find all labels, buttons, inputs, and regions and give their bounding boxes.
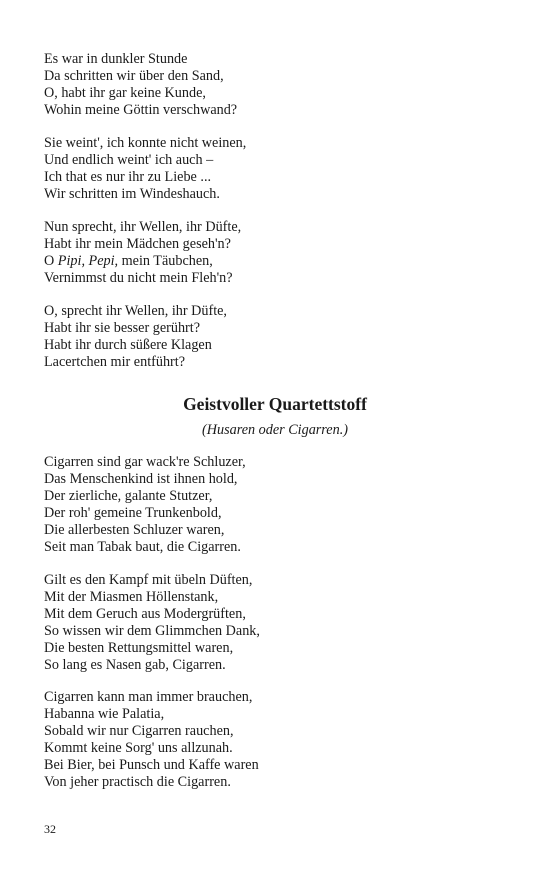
poem2-stanza-2	[44, 572, 514, 673]
verse-line: Die besten Rettungsmittel waren,	[44, 639, 234, 656]
verse-line	[44, 253, 514, 270]
poem-title: Geistvoller Quartettstoff	[183, 394, 367, 414]
poem1-stanza-3	[44, 219, 514, 287]
verse-line: Mit der Miasmen Höllenstank,	[44, 588, 219, 605]
verse-line: So lang es Nasen gab, Cigarren.	[44, 656, 226, 673]
verse-line: Nun sprecht, ihr Wellen, ihr Düfte,	[44, 219, 242, 235]
verse-line: Wohin meine Göttin verschwand?	[44, 101, 238, 118]
verse-line: Bei Bier, bei Punsch und Kaffe waren	[44, 756, 259, 773]
verse-line-italic-names: Pipi, Pepi,	[57, 252, 119, 269]
poem-subtitle: (Husaren oder Cigarren.)	[202, 422, 348, 438]
verse-line: O, sprecht ihr Wellen, ihr Düfte,	[44, 303, 227, 319]
verse-line: Es war in dunkler Stunde	[44, 51, 188, 67]
poem2-stanza-1	[44, 454, 514, 555]
poem1-stanza-1	[44, 51, 514, 119]
verse-line: Seit man Tabak baut, die Cigarren.	[44, 538, 241, 555]
verse-line: Von jeher practisch die Cigarren.	[44, 773, 231, 790]
verse-line: Habt ihr sie besser gerührt?	[44, 319, 201, 336]
poem1-stanza-2	[44, 135, 514, 203]
verse-line: Habt ihr durch süßere Klagen	[44, 336, 212, 353]
verse-line: Und endlich weint' ich auch –	[44, 151, 214, 168]
verse-line: Sobald wir nur Cigarren rauchen,	[44, 722, 234, 739]
verse-line: Mit dem Geruch aus Modergrüften,	[44, 605, 246, 622]
poem1-stanza-4	[44, 303, 514, 371]
verse-line: Cigarren kann man immer brauchen,	[44, 689, 253, 705]
verse-line: Vernimmst du nicht mein Fleh'n?	[44, 269, 233, 286]
verse-line: Der zierliche, galante Stutzer,	[44, 487, 213, 504]
verse-line: Da schritten wir über den Sand,	[44, 67, 224, 84]
verse-line: Lacertchen mir entführt?	[44, 353, 186, 370]
verse-line: Sie weint', ich konnte nicht weinen,	[44, 135, 247, 151]
verse-line: Der roh' gemeine Trunkenbold,	[44, 504, 222, 521]
verse-line: Cigarren sind gar wack're Schluzer,	[44, 454, 246, 470]
verse-line: O, habt ihr gar keine Kunde,	[44, 84, 206, 101]
verse-line: Die allerbesten Schluzer waren,	[44, 521, 225, 538]
page-number: 32	[44, 822, 56, 836]
verse-line: Habt ihr mein Mädchen geseh'n?	[44, 235, 231, 252]
verse-line: Wir schritten im Windeshauch.	[44, 185, 220, 202]
verse-line: So wissen wir dem Glimmchen Dank,	[44, 622, 260, 639]
verse-line: Habanna wie Palatia,	[44, 705, 165, 722]
verse-line-suffix: mein Täubchen,	[118, 252, 213, 269]
verse-line: Ich that es nur ihr zu Liebe ...	[44, 168, 212, 185]
verse-line-prefix: O	[44, 252, 58, 269]
verse-line: Gilt es den Kampf mit übeln Düften,	[44, 572, 253, 588]
verse-line: Das Menschenkind ist ihnen hold,	[44, 470, 238, 487]
poem2-stanza-3	[44, 689, 514, 790]
verse-line: Kommt keine Sorg' uns allzunah.	[44, 739, 233, 756]
